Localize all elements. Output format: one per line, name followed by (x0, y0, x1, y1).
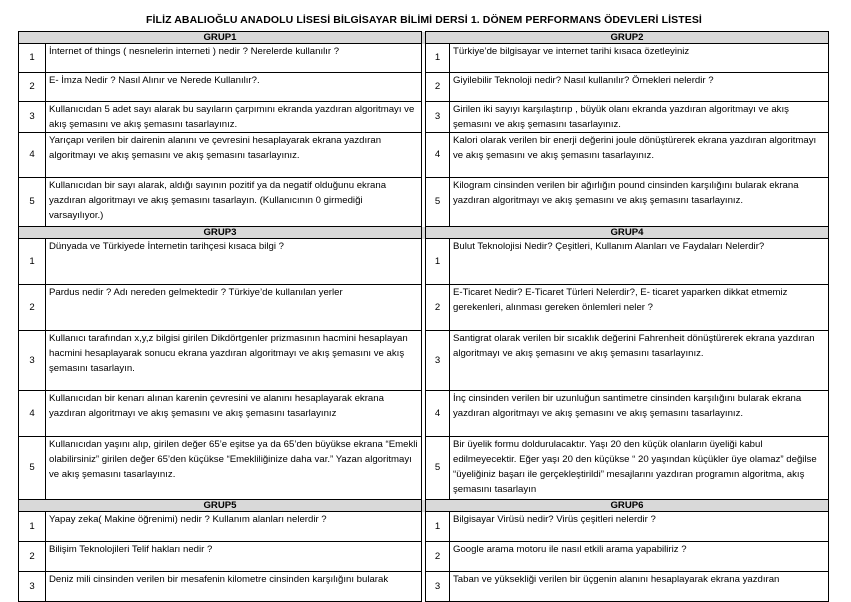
assignment-text: Kullanıcı tarafından x,y,z bilgisi girilen Dikdörtgenler prizmasının hacmini hesaplayan hacmini hesaplayarak sonucu ekrana yazdıran algoritmayı ve akış şemasını ve akış şemasını tasarlayın. (46, 331, 422, 391)
row-number: 3 (19, 102, 46, 133)
group-header-row (19, 500, 829, 512)
row-number: 2 (426, 285, 450, 331)
assignment-text: Kullanıcıdan 5 adet sayı alarak bu sayıların çarpımını ekranda yazdıran algoritmayı ve akış şemasını ve akış şemasını tasarlayınız. (46, 102, 422, 133)
row-number: 2 (19, 285, 46, 331)
table-row (19, 331, 829, 391)
assignment-text: Pardus nedir ? Adı nereden gelmektedir ? Türkiye’de kullanılan yerler (46, 285, 422, 331)
assignment-text: Bilişim Teknolojileri Telif hakları nedir ? (46, 542, 422, 572)
table-row (19, 391, 829, 437)
document-title: FİLİZ ABALIOĞLU ANADOLU LİSESİ BİLGİSAYAR BİLİMİ DERSİ 1. DÖNEM PERFORMANS ÖDEVLERİ LİSTESİ (146, 14, 702, 26)
assignment-text: Taban ve yüksekliği verilen bir üçgenin alanını hesaplayarak ekrana yazdıran (450, 572, 829, 602)
row-number: 5 (19, 178, 46, 227)
row-number: 3 (426, 572, 450, 602)
assignment-text: Kilogram cinsinden verilen bir ağırlığın pound cinsinden karşılığını bularak ekrana yazdıran algoritmayı ve akış şemasını ve akış şemasını tasarlayınız. (450, 178, 829, 227)
group-header-left: GRUP5 (19, 500, 422, 512)
assignment-text: Yarıçapı verilen bir dairenin alanını ve çevresini hesaplayarak ekrana yazdıran algoritmayı ve akış şemasını ve akış şemasını tasarlayınız. (46, 133, 422, 178)
group-header-left: GRUP1 (19, 32, 422, 44)
assignment-text: E-Ticaret Nedir? E-Ticaret Türleri Nelerdir?, E- ticaret yaparken dikkat etmemiz gerekenleri, alınması gereken önlemleri neler ? (450, 285, 829, 331)
row-number: 2 (426, 542, 450, 572)
group-header-right: GRUP6 (426, 500, 829, 512)
table-row (19, 102, 829, 133)
table-row (19, 133, 829, 178)
table-row (19, 239, 829, 285)
table-row (19, 542, 829, 572)
table-row (19, 73, 829, 102)
assignment-text: Kullanıcıdan bir sayı alarak, aldığı sayının pozitif ya da negatif olduğunu ekrana yazdıran algoritmayı ve akış şemasını tasarlayın. (Kullanıcının 0 girmediği varsayılıyor.) (46, 178, 422, 227)
row-number: 3 (19, 572, 46, 602)
assignment-text: Girilen iki sayıyı karşılaştırıp , büyük olanı ekranda yazdıran algoritmayı ve akış şemasını ve akış şemasını tasarlayınız. (450, 102, 829, 133)
table-row (19, 512, 829, 542)
assignment-text: Bilgisayar Virüsü nedir? Virüs çeşitleri nelerdir ? (450, 512, 829, 542)
assignment-text: İnç cinsinden verilen bir uzunluğun santimetre cinsinden karşılığını bularak ekrana yazdıran algoritmayı ve akış şemasını ve akış şemasını tasarlayınız. (450, 391, 829, 437)
row-number: 1 (426, 512, 450, 542)
assignment-text: Türkiye’de bilgisayar ve internet tarihi kısaca özetleyiniz (450, 44, 829, 73)
assignment-text: Giyilebilir Teknoloji nedir? Nasıl kullanılır? Örnekleri nelerdir ? (450, 73, 829, 102)
assignment-text: Santigrat olarak verilen bir sıcaklık değerini Fahrenheit dönüştürerek ekrana yazdıran algoritmayı ve akış şemasını ve akış şemasını tasarlayınız. (450, 331, 829, 391)
table-row (19, 44, 829, 73)
group-header-row (19, 227, 829, 239)
group-header-right: GRUP4 (426, 227, 829, 239)
row-number: 5 (19, 437, 46, 500)
row-number: 2 (19, 73, 46, 102)
group-header-left: GRUP3 (19, 227, 422, 239)
assignment-text: Google arama motoru ile nasıl etkili arama yapabiliriz ? (450, 542, 829, 572)
row-number: 1 (19, 512, 46, 542)
assignment-text: Kullanıcıdan bir kenarı alınan karenin çevresini ve alanını hesaplayarak ekrana yazdıran algoritmayı ve akış şemasını ve akış şemasını tasarlayınız (46, 391, 422, 437)
row-number: 1 (426, 239, 450, 285)
table-row (19, 285, 829, 331)
row-number: 1 (426, 44, 450, 73)
row-number: 2 (426, 73, 450, 102)
row-number: 3 (19, 331, 46, 391)
row-number: 3 (426, 331, 450, 391)
row-number: 4 (19, 133, 46, 178)
assignment-text: Bulut Teknolojisi Nedir? Çeşitleri, Kullanım Alanları ve Faydaları Nelerdir? (450, 239, 829, 285)
row-number: 4 (426, 133, 450, 178)
assignment-table (18, 31, 829, 602)
group-header-row (19, 32, 829, 44)
row-number: 1 (19, 239, 46, 285)
group-header-right: GRUP2 (426, 32, 829, 44)
assignment-text: Bir üyelik formu doldurulacaktır. Yaşı 20 den küçük olanların üyeliği kabul edilmeyecektir. Eğer yaşı 20 den küçükse “ 20 yaşından küçükler üye olamaz” değilse “üyeliğiniz başarı ile gerçekleştirildi” mesajlarını yazdıran programın algoritma, akış şemasını tasarlayın (450, 437, 829, 500)
row-number: 3 (426, 102, 450, 133)
assignment-text: Kalori olarak verilen bir enerji değerini joule dönüştürerek ekrana yazdıran algoritmayı ve akış şemasını ve akış şemasını tasarlayınız. (450, 133, 829, 178)
assignment-text: Yapay zeka( Makine öğrenimi) nedir ? Kullanım alanları nelerdir ? (46, 512, 422, 542)
row-number: 1 (19, 44, 46, 73)
row-number: 5 (426, 178, 450, 227)
assignment-text: Dünyada ve Türkiyede İnternetin tarihçesi kısaca bilgi ? (46, 239, 422, 285)
table-row (19, 437, 829, 500)
row-number: 2 (19, 542, 46, 572)
row-number: 5 (426, 437, 450, 500)
assignment-text: İnternet of things ( nesnelerin interneti ) nedir ? Nerelerde kullanılır ? (46, 44, 422, 73)
table-row (19, 572, 829, 602)
assignment-text: Kullanıcıdan yaşını alıp, girilen değer 65’e eşitse ya da 65’den büyükse ekrana “Emekli olabilirsiniz” girilen değer 65’den küçükse “Emekliliğinize daha var.” Yazan algoritmayı ve akış şemasını tasarlayınız. (46, 437, 422, 500)
row-number: 4 (19, 391, 46, 437)
table-row (19, 178, 829, 227)
assignment-text: Deniz mili cinsinden verilen bir mesafenin kilometre cinsinden karşılığını bularak (46, 572, 422, 602)
assignment-text: E- İmza Nedir ? Nasıl Alınır ve Nerede Kullanılır?. (46, 73, 422, 102)
row-number: 4 (426, 391, 450, 437)
